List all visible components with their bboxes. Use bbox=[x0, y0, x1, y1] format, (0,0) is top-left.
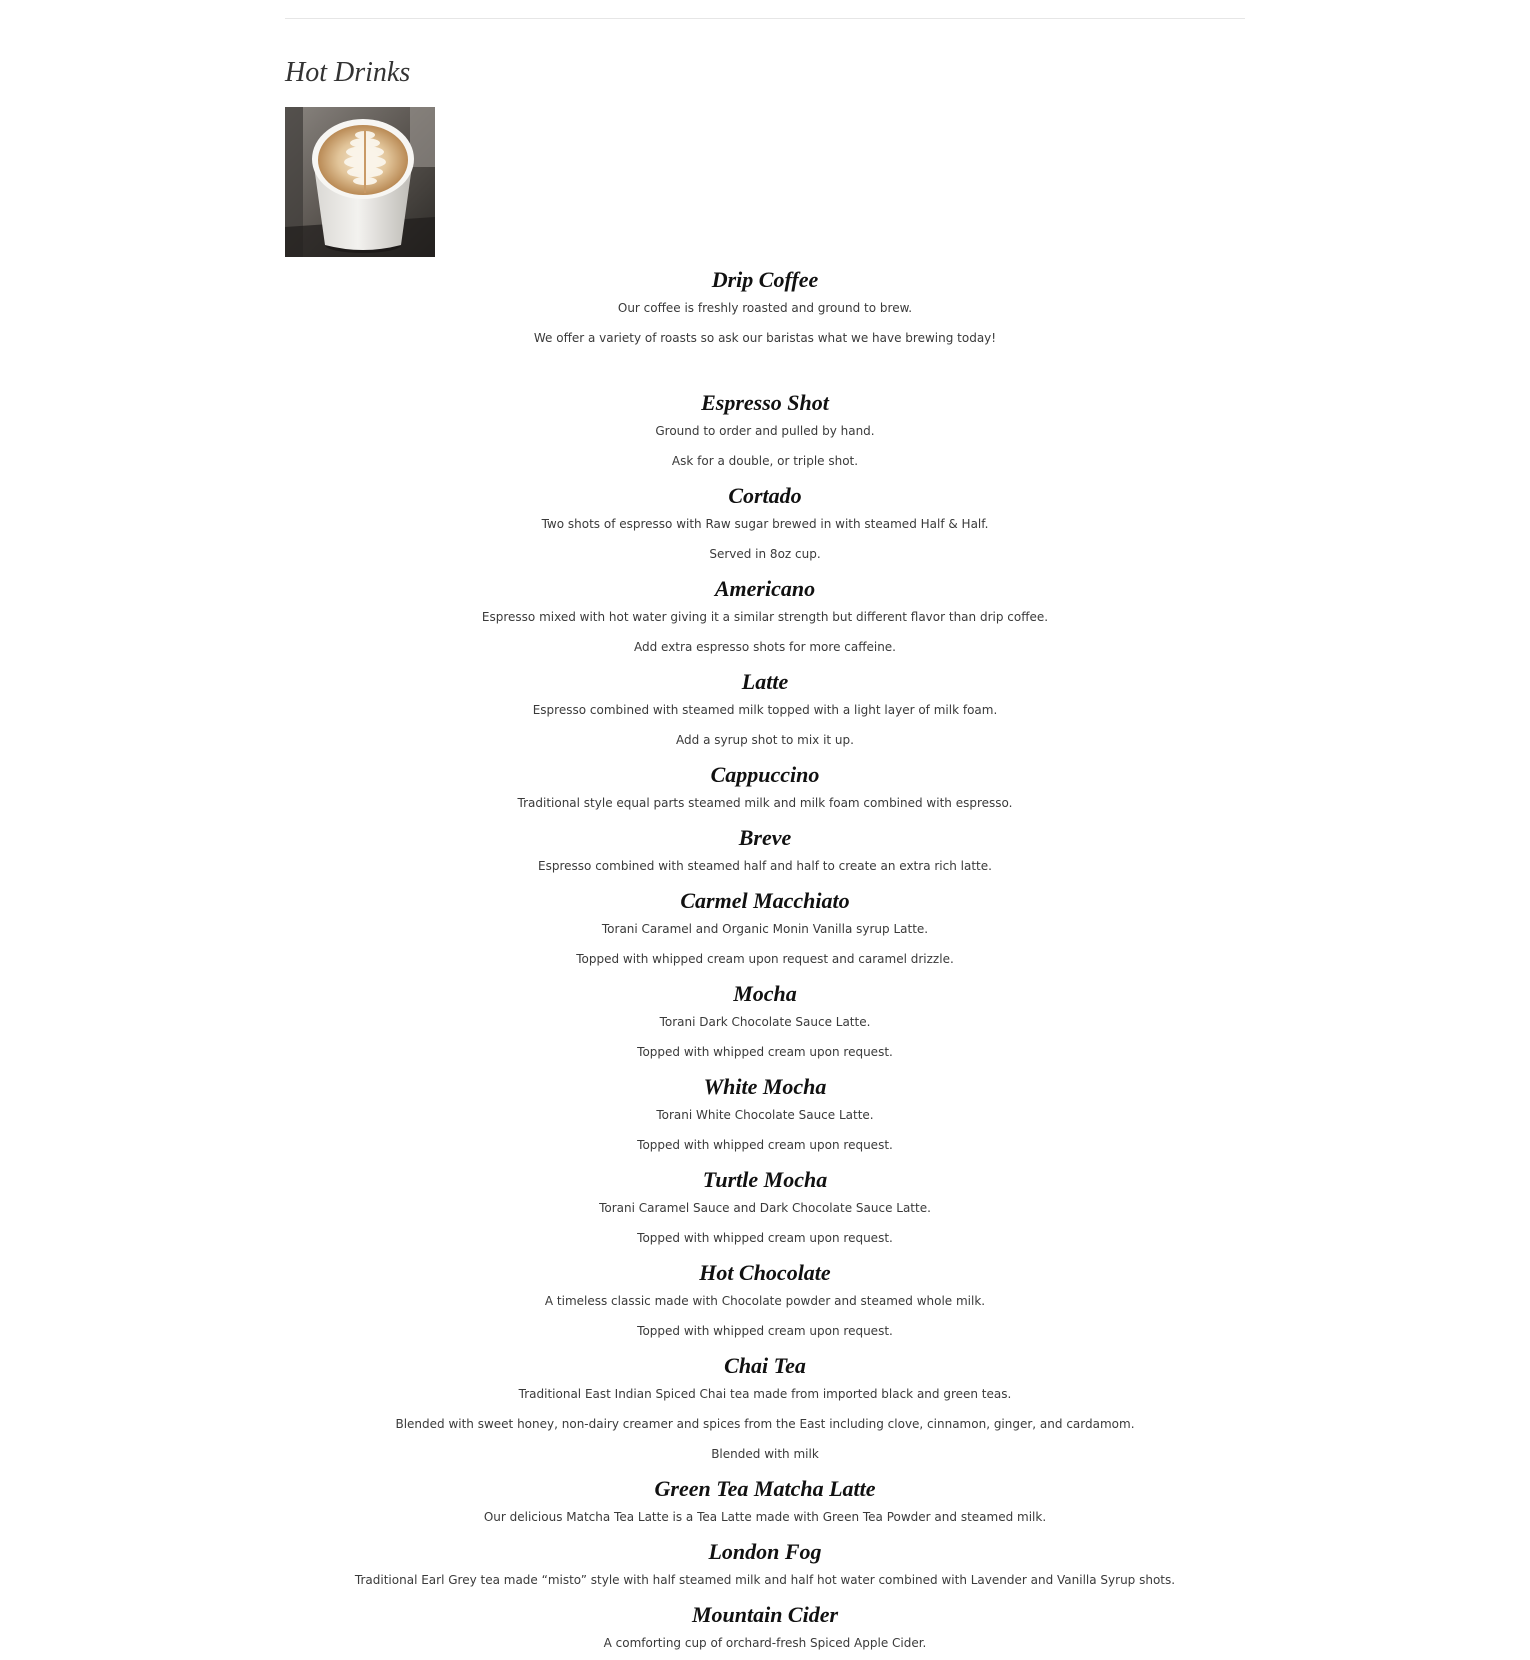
menu-item-description: Torani Dark Chocolate Sauce Latte. bbox=[659, 1015, 871, 1029]
menu-item-name: Hot Chocolate bbox=[699, 1260, 831, 1285]
menu-item bbox=[285, 1471, 1245, 1534]
menu-item bbox=[285, 1534, 1245, 1597]
menu-item-description: Topped with whipped cream upon request. bbox=[637, 1138, 893, 1152]
menu-item-description: Traditional Earl Grey tea made “misto” style with half steamed milk and half hot water combined with Lavender and Vanilla Syrup shots. bbox=[354, 1573, 1176, 1587]
menu-item bbox=[285, 883, 1245, 976]
latte-photo[interactable] bbox=[285, 107, 435, 257]
menu-item-name: Cortado bbox=[728, 483, 802, 508]
menu-item-description: Torani White Chocolate Sauce Latte. bbox=[656, 1108, 874, 1122]
menu-item-description: Espresso mixed with hot water giving it a similar strength but different flavor than drip coffee. bbox=[481, 610, 1049, 624]
menu-item-description: Ask for a double, or triple shot. bbox=[671, 454, 859, 468]
menu-item bbox=[285, 1162, 1245, 1255]
menu-item-name: Espresso Shot bbox=[701, 390, 829, 415]
menu-item-description: Blended with sweet honey, non-dairy creamer and spices from the East including clove, cinnamon, ginger, and cardamom. bbox=[395, 1417, 1135, 1431]
menu-item-description: Topped with whipped cream upon request. bbox=[637, 1045, 893, 1059]
menu-item-description: Espresso combined with steamed half and half to create an extra rich latte. bbox=[538, 859, 992, 873]
menu-item bbox=[285, 1348, 1245, 1471]
menu-item bbox=[285, 820, 1245, 883]
menu-item bbox=[285, 1255, 1245, 1348]
menu-item-description: Torani Caramel Sauce and Dark Chocolate Sauce Latte. bbox=[599, 1201, 931, 1215]
menu-item-description: Ground to order and pulled by hand. bbox=[655, 424, 875, 438]
menu-item-name: Green Tea Matcha Latte bbox=[654, 1476, 876, 1501]
menu-item-description: Traditional style equal parts steamed milk and milk foam combined with espresso. bbox=[517, 796, 1013, 810]
menu-item-name: Mountain Cider bbox=[691, 1602, 839, 1627]
menu-item-name: Cappuccino bbox=[710, 762, 820, 787]
menu-item-description: A comforting cup of orchard-fresh Spiced Apple Cider. bbox=[603, 1636, 927, 1650]
menu-item-description: Topped with whipped cream upon request. bbox=[637, 1231, 893, 1245]
menu-item bbox=[285, 1069, 1245, 1162]
menu-item-name: Latte bbox=[741, 669, 789, 694]
menu-item-name: Mocha bbox=[733, 981, 797, 1006]
menu-item-name: Turtle Mocha bbox=[702, 1167, 828, 1192]
menu-item-description: Espresso combined with steamed milk topped with a light layer of milk foam. bbox=[532, 703, 998, 717]
latte-image bbox=[285, 107, 435, 257]
menu-item bbox=[285, 664, 1245, 757]
menu-item-name: White Mocha bbox=[703, 1074, 827, 1099]
menu-item-name: Chai Tea bbox=[724, 1353, 806, 1378]
menu-item bbox=[285, 478, 1245, 571]
menu-item-name: Breve bbox=[738, 825, 792, 850]
menu-item bbox=[285, 1597, 1245, 1660]
menu-item bbox=[285, 757, 1245, 820]
menu-item-name: Carmel Macchiato bbox=[680, 888, 850, 913]
menu-item-description: We offer a variety of roasts so ask our baristas what we have brewing today! bbox=[533, 331, 997, 345]
menu-item bbox=[285, 976, 1245, 1069]
menu-item-description: Served in 8oz cup. bbox=[709, 547, 821, 561]
menu-item-description: Topped with whipped cream upon request and caramel drizzle. bbox=[576, 952, 954, 966]
menu-item bbox=[285, 262, 1245, 355]
menu-item-description: Blended with milk bbox=[711, 1447, 819, 1461]
menu-item-description: Traditional East Indian Spiced Chai tea made from imported black and green teas. bbox=[518, 1387, 1012, 1401]
menu-item-description: Add a syrup shot to mix it up. bbox=[676, 733, 854, 747]
menu-spacer bbox=[285, 355, 1245, 385]
drink-menu bbox=[285, 262, 1245, 1660]
menu-item-description: Topped with whipped cream upon request. bbox=[637, 1324, 893, 1338]
page-title: Hot Drinks bbox=[285, 57, 411, 88]
menu-item-description: Add extra espresso shots for more caffeine. bbox=[633, 640, 896, 654]
menu-item-description: Our delicious Matcha Tea Latte is a Tea Latte made with Green Tea Powder and steamed milk. bbox=[483, 1510, 1047, 1524]
menu-item-description: Our coffee is freshly roasted and ground to brew. bbox=[617, 301, 913, 315]
menu-item bbox=[285, 385, 1245, 478]
menu-item-description: Two shots of espresso with Raw sugar brewed in with steamed Half & Half. bbox=[541, 517, 989, 531]
menu-item-name: Drip Coffee bbox=[711, 267, 819, 292]
menu-item bbox=[285, 571, 1245, 664]
menu-item-description: Torani Caramel and Organic Monin Vanilla syrup Latte. bbox=[601, 922, 929, 936]
menu-item-name: Americano bbox=[714, 576, 816, 601]
menu-item-description: A timeless classic made with Chocolate powder and steamed whole milk. bbox=[544, 1294, 986, 1308]
header-divider bbox=[285, 18, 1245, 19]
menu-item-name: London Fog bbox=[708, 1539, 822, 1564]
